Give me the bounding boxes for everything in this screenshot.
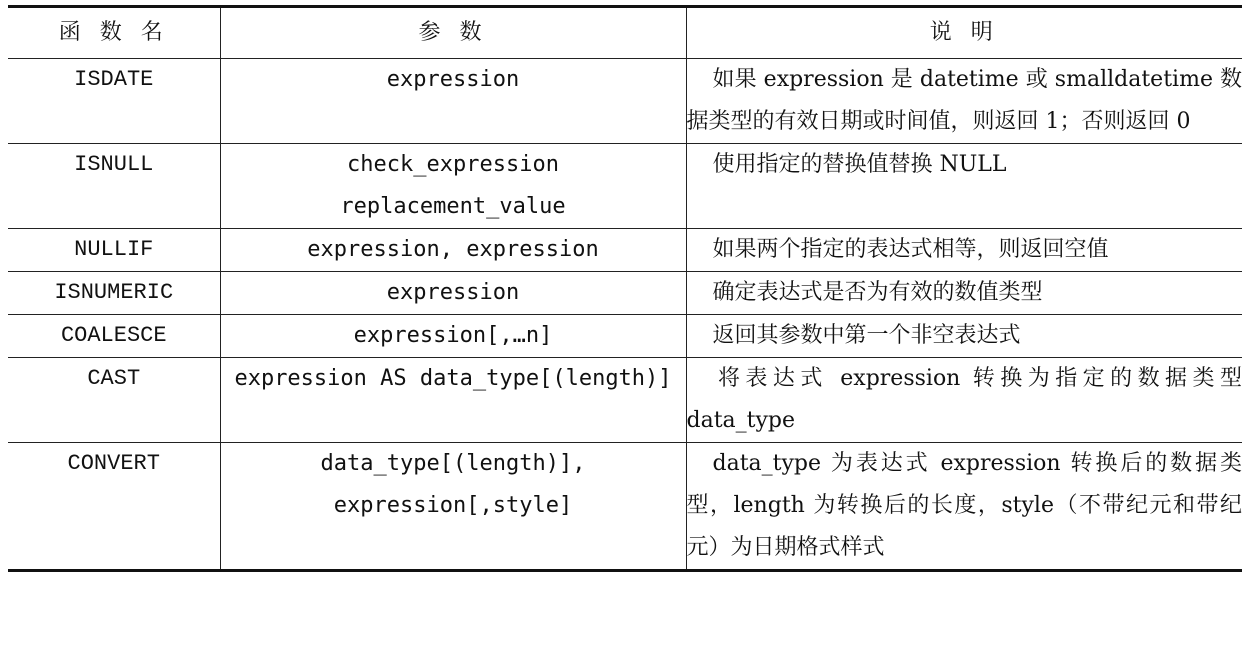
function-name-cell: CONVERT bbox=[67, 451, 160, 476]
parameter-line: replacement_value bbox=[340, 194, 566, 219]
parameter-line: expression AS data_type[(length)] bbox=[234, 366, 672, 391]
description-cell bbox=[686, 272, 1242, 315]
table-row bbox=[8, 443, 1242, 571]
parameters-cell bbox=[220, 229, 686, 272]
function-name-cell: ISDATE bbox=[8, 59, 220, 144]
table-row bbox=[8, 315, 1242, 358]
description-text: 将表达式 expression 转换为指定的数据类型 data_type bbox=[686, 366, 1242, 433]
header-parameters: 参 数 bbox=[220, 7, 686, 59]
description-text: 如果 expression 是 datetime 或 smalldatetime 数据类型的有效日期或时间值，则返回 1；否则返回 0 bbox=[686, 67, 1242, 134]
parameter-line: data_type[(length)], bbox=[320, 451, 586, 476]
header-function-name: 函 数 名 bbox=[8, 7, 220, 59]
table-row bbox=[8, 144, 1242, 229]
parameters-cell bbox=[220, 59, 686, 144]
function-name-cell: NULLIF bbox=[8, 229, 220, 272]
table-row bbox=[8, 272, 1242, 315]
parameter-line: expression bbox=[386, 280, 520, 305]
parameters-cell bbox=[220, 443, 686, 571]
description-cell bbox=[686, 59, 1242, 144]
parameters-cell bbox=[220, 144, 686, 229]
table-row bbox=[8, 229, 1242, 272]
description-text: data_type 为表达式 expression 转换后的数据类型，length 为转换后的长度，style（不带纪元和带纪元）为日期格式样式 bbox=[686, 451, 1242, 560]
table-row bbox=[8, 358, 1242, 443]
description-text: 返回其参数中第一个非空表达式 bbox=[712, 323, 1021, 348]
function-table bbox=[8, 5, 1242, 572]
function-name-cell: COALESCE bbox=[8, 315, 220, 358]
description-text: 如果两个指定的表达式相等，则返回空值 bbox=[712, 237, 1109, 262]
description-cell bbox=[686, 229, 1242, 272]
parameter-line: expression[,style] bbox=[333, 493, 573, 518]
parameters-cell bbox=[220, 315, 686, 358]
description-cell bbox=[686, 144, 1242, 229]
parameter-line: expression, expression bbox=[307, 237, 599, 262]
description-cell bbox=[686, 443, 1242, 571]
table-row bbox=[8, 59, 1242, 144]
header-description: 说 明 bbox=[686, 7, 1242, 59]
function-name-cell: ISNULL bbox=[8, 144, 220, 229]
header-row bbox=[8, 7, 1242, 59]
parameter-line: expression bbox=[386, 67, 520, 92]
function-name-cell: ISNUMERIC bbox=[8, 272, 220, 315]
description-text: 确定表达式是否为有效的数值类型 bbox=[712, 280, 1043, 305]
parameters-cell bbox=[220, 272, 686, 315]
description-text: 使用指定的替换值替换 NULL bbox=[712, 152, 1007, 177]
function-name-cell: CAST bbox=[8, 358, 220, 443]
parameter-line: check_expression bbox=[347, 152, 559, 177]
description-cell bbox=[686, 315, 1242, 358]
description-cell bbox=[686, 358, 1242, 443]
parameter-line: expression[,…n] bbox=[353, 323, 553, 348]
parameters-cell bbox=[220, 358, 686, 443]
